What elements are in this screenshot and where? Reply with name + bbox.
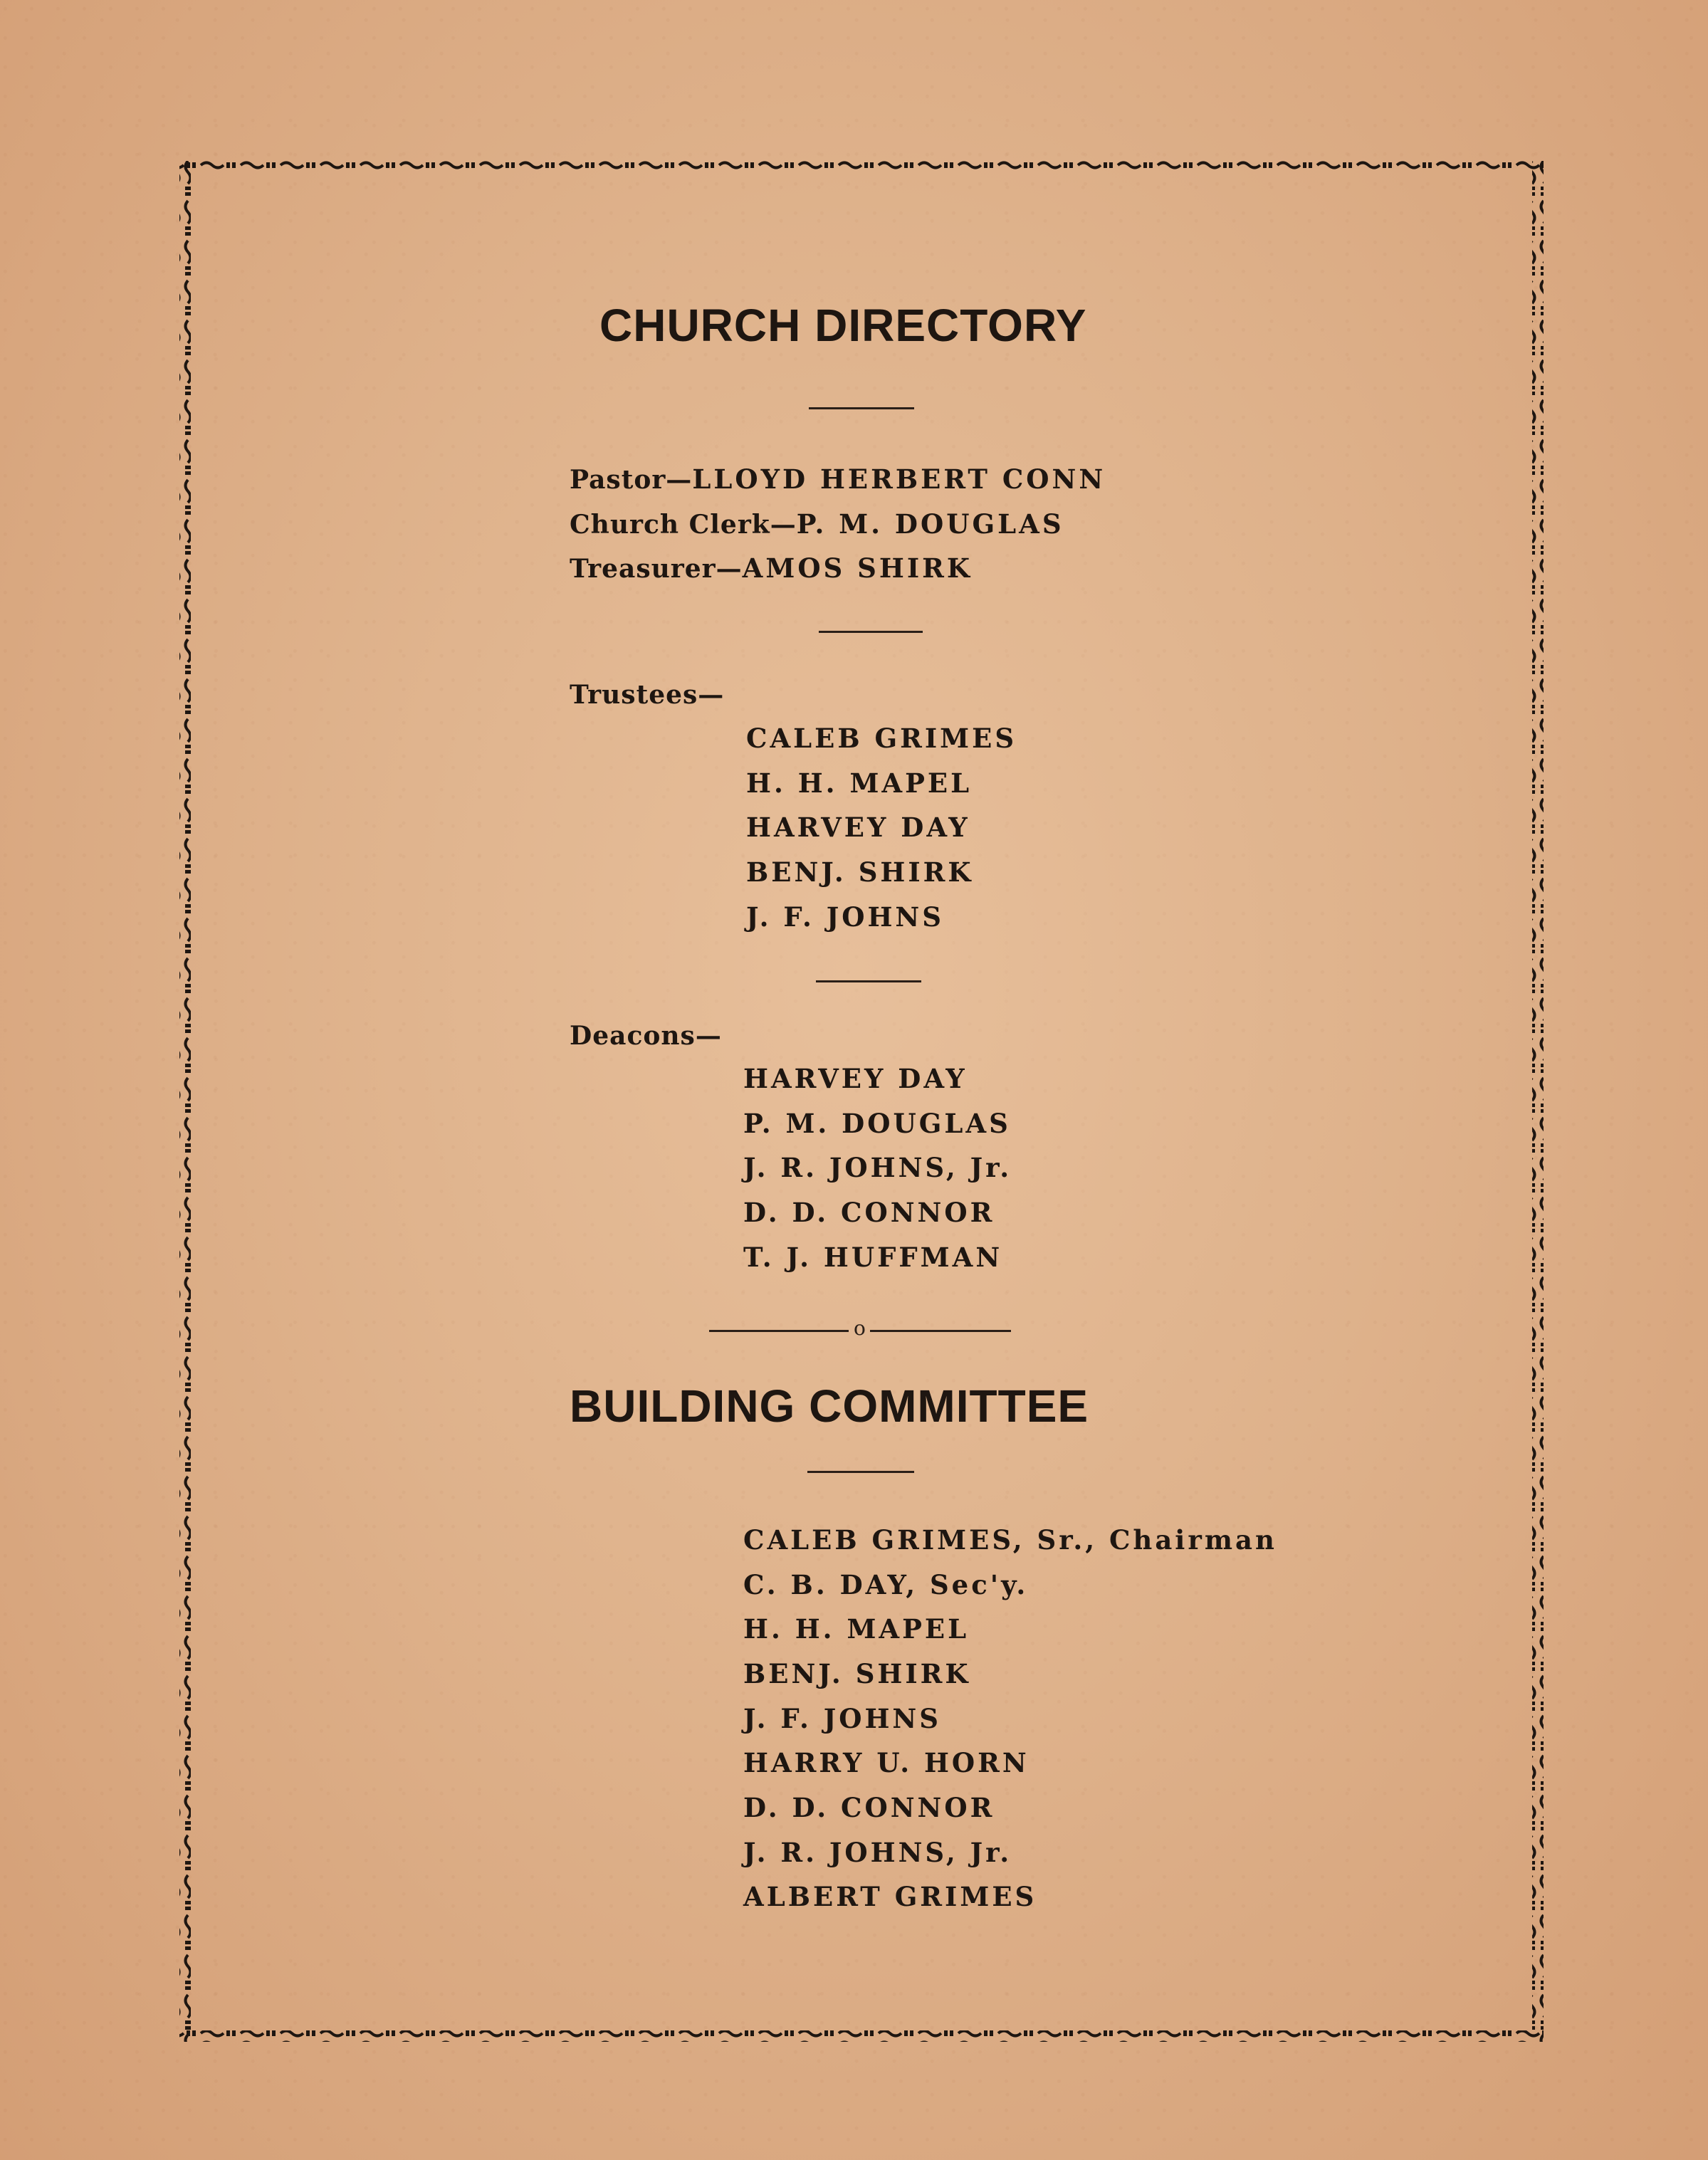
committee-member: HARRY U. HORN bbox=[743, 1747, 1029, 1778]
officer-clerk bbox=[570, 508, 1064, 540]
officer-pastor bbox=[570, 463, 1106, 495]
committee-member: J. F. JOHNS bbox=[743, 1703, 941, 1734]
title-divider bbox=[809, 407, 914, 409]
border-left bbox=[179, 161, 191, 2042]
trustee-item: H. H. MAPEL bbox=[746, 767, 973, 799]
committee-member: J. R. JOHNS, Jr. bbox=[743, 1837, 1012, 1868]
trustee-item: CALEB GRIMES bbox=[746, 723, 1017, 754]
committee-divider bbox=[807, 1471, 914, 1473]
committee-member: C. B. DAY, Sec'y. bbox=[743, 1569, 1029, 1600]
border-top bbox=[179, 161, 1544, 172]
trustees-label: Trustees— bbox=[570, 680, 725, 710]
section-separator-right bbox=[870, 1330, 1011, 1332]
trustee-item: BENJ. SHIRK bbox=[746, 856, 974, 888]
officer-name: P. M. DOUGLAS bbox=[796, 508, 1064, 540]
section-separator-left bbox=[709, 1330, 849, 1332]
committee-title: BUILDING COMMITTEE bbox=[570, 1380, 1089, 1432]
deacon-item: P. M. DOUGLAS bbox=[743, 1108, 1011, 1139]
officers-divider bbox=[819, 631, 923, 633]
officer-role: Treasurer— bbox=[570, 554, 743, 584]
committee-member: ALBERT GRIMES bbox=[743, 1881, 1037, 1912]
committee-member: D. D. CONNOR bbox=[743, 1792, 995, 1823]
deacons-label: Deacons— bbox=[570, 1021, 722, 1051]
officer-name: AMOS SHIRK bbox=[742, 552, 973, 584]
officer-role: Pastor— bbox=[570, 465, 693, 495]
officer-role: Church Clerk— bbox=[570, 510, 797, 540]
border-bottom bbox=[179, 2030, 1544, 2042]
deacon-item: T. J. HUFFMAN bbox=[743, 1242, 1003, 1273]
officer-treasurer bbox=[570, 552, 973, 584]
trustees-divider bbox=[816, 980, 921, 982]
separator-ornament: o bbox=[854, 1316, 866, 1340]
committee-member: CALEB GRIMES, Sr., Chairman bbox=[743, 1524, 1277, 1556]
deacon-item: D. D. CONNOR bbox=[743, 1197, 995, 1228]
border-right bbox=[1532, 161, 1544, 2042]
officer-name: LLOYD HERBERT CONN bbox=[692, 463, 1106, 495]
deacon-item: HARVEY DAY bbox=[743, 1063, 968, 1094]
directory-title: CHURCH DIRECTORY bbox=[599, 300, 1087, 351]
committee-member: H. H. MAPEL bbox=[743, 1613, 970, 1645]
committee-member: BENJ. SHIRK bbox=[743, 1658, 971, 1689]
deacon-item: J. R. JOHNS, Jr. bbox=[743, 1152, 1012, 1183]
trustee-item: HARVEY DAY bbox=[746, 812, 970, 843]
trustee-item: J. F. JOHNS bbox=[746, 901, 944, 933]
